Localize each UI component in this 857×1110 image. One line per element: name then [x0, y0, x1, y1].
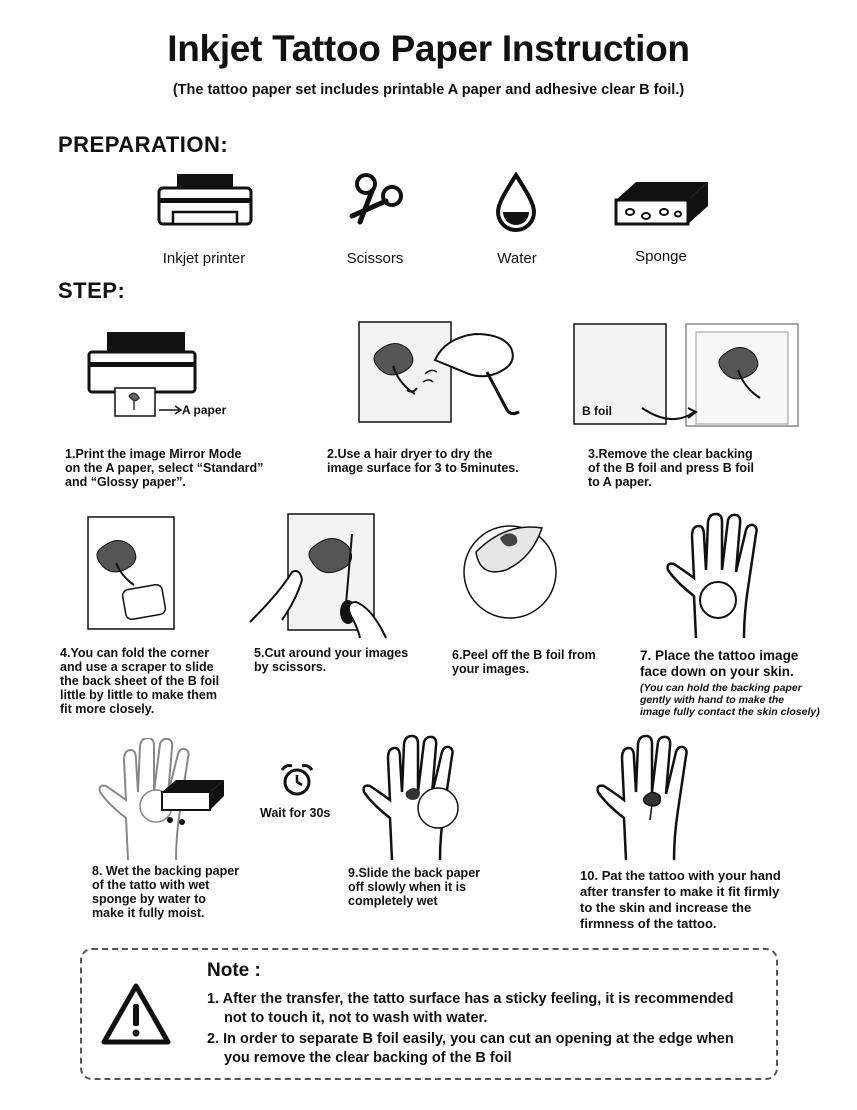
printer-icon	[155, 172, 255, 236]
step-2-text: 2.Use a hair dryer to dry the image surface for 3 to 5minutes.	[327, 447, 519, 475]
step-7-text: 7. Place the tattoo image face down on your skin.	[640, 648, 799, 679]
step-1-text: 1.Print the image Mirror Mode on the A paper, select “Standard” and “Glossy paper”.	[65, 447, 264, 489]
step-6-text: 6.Peel off the B foil from your images.	[452, 648, 596, 676]
step-5-text: 5.Cut around your images by scissors.	[254, 646, 409, 674]
water-drop-icon	[494, 172, 538, 232]
note-title: Note :	[207, 960, 261, 981]
step-3-text: 3.Remove the clear backing of the B foil and press B foil to A paper.	[588, 447, 754, 489]
tool-label-water: Water	[497, 250, 537, 267]
a-paper-label: A paper	[182, 403, 227, 417]
step-4-text: 4.You can fold the corner and use a scraper to slide the back sheet of the B foil little by little to make them fit more closely.	[60, 646, 220, 716]
step4-scraper-figure	[86, 515, 186, 633]
step-9-text: 9.Slide the back paper off slowly when it is completely wet	[348, 866, 481, 908]
note-item-2: 2. In order to separate B foil easily, you can cut an opening at the edge when you remove the clear backing of the B foil	[207, 1031, 734, 1066]
step-10-text: 10. Pat the tattoo with your hand after transfer to make it fit firmly to the skin and increase the firmness of the tattoo.	[580, 868, 781, 931]
step10-hand-figure	[596, 734, 706, 862]
alarm-clock-icon	[278, 762, 316, 798]
page-title: Inkjet Tattoo Paper Instruction	[167, 28, 690, 69]
note-item-1: 1. After the transfer, the tatto surface has a sticky feeling, it is recommended not to touch it, not to wash with water.	[207, 991, 734, 1026]
page-subtitle: (The tattoo paper set includes printable A paper and adhesive clear B foil.)	[172, 82, 685, 98]
step6-peel-figure	[460, 522, 560, 622]
steps-heading: STEP:	[58, 278, 126, 303]
step8-hand-sponge-figure	[98, 738, 238, 862]
warning-icon	[100, 982, 172, 1046]
scissors-icon	[340, 170, 410, 234]
step-7-note: (You can hold the backing paper gently with hand to make the image fully contact the skin closely)	[640, 682, 820, 718]
step7-hand-figure	[666, 512, 776, 640]
tool-label-printer: Inkjet printer	[162, 250, 246, 267]
step-8-text: 8. Wet the backing paper of the tatto with wet sponge by water to make it fully moist.	[92, 864, 240, 920]
b-foil-label: B foil	[582, 404, 612, 418]
preparation-heading: PREPARATION:	[58, 132, 229, 157]
tool-label-scissors: Scissors	[346, 250, 404, 267]
step2-hair-dryer-figure	[357, 320, 527, 425]
step9-hand-figure	[362, 734, 472, 862]
tool-label-sponge: Sponge	[635, 248, 687, 265]
sponge-icon	[612, 178, 712, 228]
wait-label: Wait for 30s	[260, 806, 331, 820]
step5-cutting-figure	[248, 512, 388, 640]
